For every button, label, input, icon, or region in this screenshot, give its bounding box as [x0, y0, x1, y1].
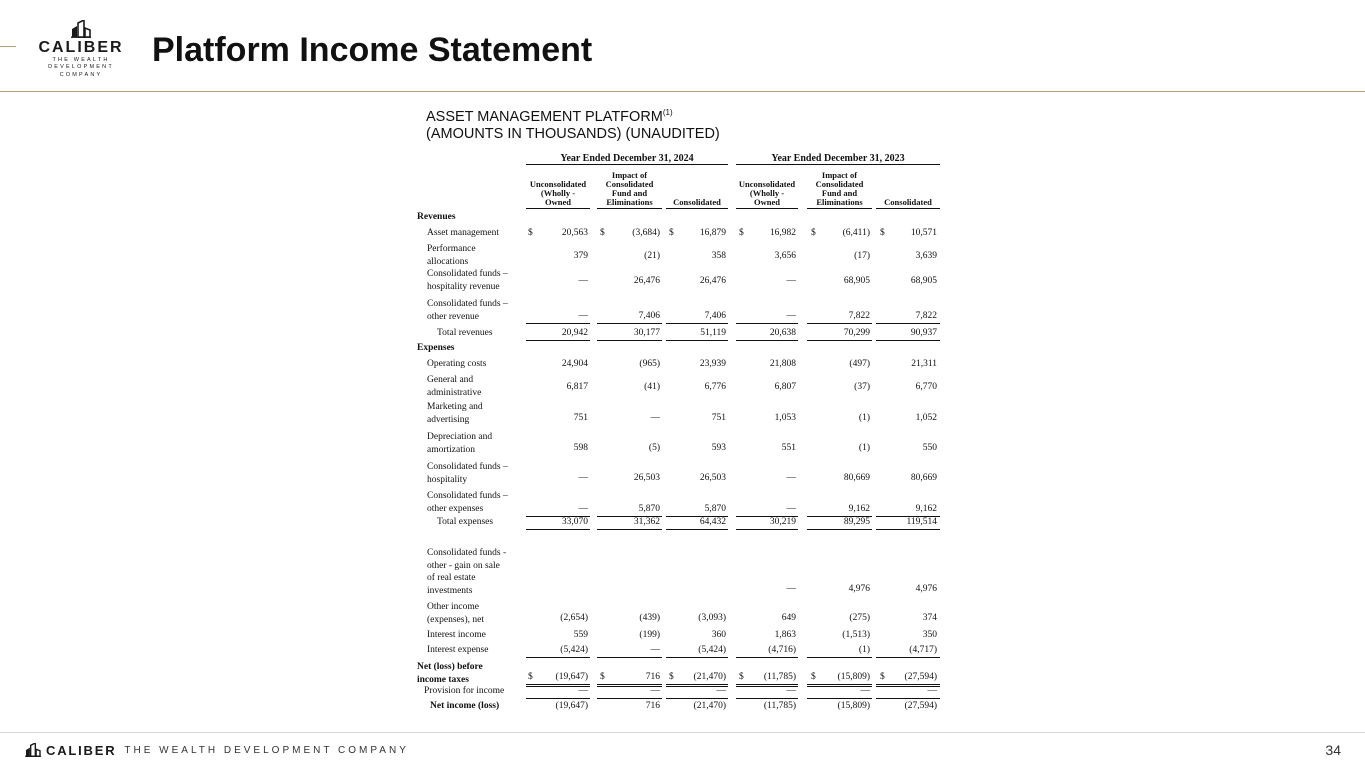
currency-symbol: $: [811, 672, 816, 682]
column-header-line: Consolidated: [884, 197, 932, 207]
page-number: 34: [1325, 742, 1341, 758]
cell-value: 593: [711, 443, 726, 453]
row-label: [427, 401, 483, 426]
total-underline: [736, 529, 798, 530]
cell-value: (5): [648, 443, 660, 453]
cell-value: —: [786, 686, 796, 696]
column-header-line: Unconsolidated: [738, 179, 796, 189]
row-label-line: Total expenses: [437, 517, 494, 527]
row-label-line: Consolidated funds –: [427, 462, 508, 472]
footer-tagline: THE WEALTH DEVELOPMENT COMPANY: [124, 744, 409, 756]
cell-value: (3,684): [632, 228, 660, 238]
cell-value: 30,219: [769, 517, 796, 527]
cell-value: 5,870: [638, 504, 660, 514]
column-header-line: Impact of: [611, 170, 648, 180]
column-header-line: Consolidated: [605, 179, 654, 189]
total-underline: [597, 698, 662, 699]
row-label-line: Asset management: [427, 228, 500, 238]
cell-value: (965): [639, 359, 660, 369]
currency-symbol: $: [528, 672, 533, 682]
total-underline: [666, 323, 728, 324]
cell-value: 70,299: [843, 328, 870, 338]
currency-symbol: $: [600, 672, 605, 682]
cell-value: (11,785): [763, 701, 796, 711]
column-header-line: Owned: [545, 197, 571, 207]
row-label: [427, 645, 488, 656]
cell-value: 7,822: [915, 311, 937, 321]
cell-value: (15,809): [837, 701, 870, 711]
cell-value: (4,716): [768, 645, 796, 655]
row-label: [427, 268, 508, 293]
cell-value: 26,503: [633, 473, 660, 483]
row-label-line: investments: [427, 585, 473, 596]
cell-value: 23,939: [699, 359, 726, 369]
column-header-line: (Wholly -: [540, 188, 576, 198]
total-underline: [736, 323, 798, 324]
total-underline: [807, 323, 872, 324]
cell-value: —: [650, 645, 660, 655]
total-underline: [597, 529, 662, 530]
cell-value: (21): [644, 251, 660, 261]
cell-value: 89,295: [843, 517, 870, 527]
cell-value: 68,905: [910, 276, 937, 286]
currency-symbol: $: [669, 228, 674, 238]
row-label-line: of real estate: [427, 573, 476, 583]
total-underline: [876, 529, 940, 530]
row-label-line: hospitality: [427, 474, 468, 485]
row-label: [417, 661, 483, 686]
row-label: [427, 228, 499, 239]
cell-value: —: [650, 413, 660, 423]
cell-value: 751: [711, 413, 726, 423]
row-label: [424, 686, 504, 697]
cell-value: (11,785): [763, 672, 796, 682]
column-header-line: Impact of: [821, 170, 858, 180]
row-label: [427, 243, 476, 268]
cell-value: 51,119: [700, 328, 726, 338]
cell-value: 350: [922, 630, 937, 640]
cell-value: (439): [639, 613, 660, 623]
cell-value: 26,476: [699, 276, 726, 286]
row-label: [427, 359, 486, 370]
currency-symbol: $: [669, 672, 674, 682]
row-label-line: Net income (loss): [430, 701, 500, 711]
cell-value: 21,311: [911, 359, 937, 369]
column-header-line: Unconsolidated: [529, 179, 587, 189]
row-label-line: allocations: [427, 256, 469, 267]
total-underline: [807, 340, 872, 341]
row-label-line: Marketing and: [427, 402, 483, 412]
column-header: [666, 198, 728, 207]
column-header-line: Fund and: [821, 188, 858, 198]
column-header: [526, 180, 590, 207]
cell-value: 26,503: [699, 473, 726, 483]
row-label-line: Interest income: [427, 630, 486, 640]
cell-value: 21,808: [769, 359, 796, 369]
total-underline: [666, 657, 728, 658]
row-label-line: administrative: [427, 387, 482, 398]
column-header: [807, 171, 872, 207]
total-underline: [526, 529, 590, 530]
total-underline: [807, 657, 872, 658]
cell-value: (37): [854, 382, 870, 392]
footer-wordmark: CALIBER: [46, 742, 117, 758]
cell-value: 374: [922, 613, 937, 623]
total-underline: [876, 698, 940, 699]
cell-value: 379: [573, 251, 588, 261]
total-underline: [876, 340, 940, 341]
row-label-line: Consolidated funds -: [427, 548, 507, 558]
cell-value: —: [578, 311, 588, 321]
row-label: [427, 630, 486, 641]
cell-value: 4,976: [848, 584, 870, 594]
total-underline: [526, 698, 590, 699]
currency-symbol: $: [880, 672, 885, 682]
cell-value: 90,937: [910, 328, 937, 338]
cell-value: (21,470): [693, 701, 726, 711]
column-header-line: Consolidated: [815, 179, 864, 189]
column-header-rule: [666, 208, 728, 209]
cell-value: 26,476: [633, 276, 660, 286]
total-underline: [666, 340, 728, 341]
cell-value: (19,647): [555, 701, 588, 711]
cell-value: 1,052: [915, 413, 937, 423]
total-underline: [526, 340, 590, 341]
cell-value: —: [860, 686, 870, 696]
cell-value: (4,717): [909, 645, 937, 655]
cell-value: (497): [849, 359, 870, 369]
cell-value: (199): [639, 630, 660, 640]
cell-value: 3,639: [915, 251, 937, 261]
row-label-line: amortization: [427, 444, 476, 455]
total-underline: [597, 657, 662, 658]
logo-tagline-2: COMPANY: [59, 72, 103, 78]
cell-value: 16,879: [699, 228, 726, 238]
column-header-rule: [526, 208, 590, 209]
total-underline: [526, 657, 590, 658]
cell-value: (15,809): [837, 672, 870, 682]
cell-value: —: [786, 311, 796, 321]
cell-value: 64,432: [699, 517, 726, 527]
row-label-line: Other income: [427, 602, 479, 612]
cell-value: —: [650, 686, 660, 696]
cell-value: (27,594): [904, 672, 937, 682]
cell-value: (1): [858, 443, 870, 453]
column-header: [876, 198, 940, 207]
currency-symbol: $: [739, 672, 744, 682]
column-header-rule: [876, 208, 940, 209]
cell-value: 360: [711, 630, 726, 640]
row-label-line: Performance: [427, 244, 476, 254]
column-header-line: Eliminations: [816, 197, 863, 207]
total-underline: [597, 684, 662, 685]
cell-value: 649: [781, 613, 796, 623]
cell-value: (5,424): [560, 645, 588, 655]
total-underline: [876, 323, 940, 324]
cell-value: 4,976: [915, 584, 937, 594]
row-label-line: hospitality revenue: [427, 281, 500, 292]
cell-value: 751: [573, 413, 588, 423]
currency-symbol: $: [528, 228, 533, 238]
total-underline: [736, 684, 798, 685]
row-label: [427, 298, 508, 323]
total-underline: [736, 340, 798, 341]
cell-value: —: [786, 473, 796, 483]
cell-value: 550: [922, 443, 937, 453]
row-label: [427, 431, 492, 456]
cell-value: 80,669: [910, 473, 937, 483]
row-label: [437, 328, 493, 339]
cell-value: 80,669: [843, 473, 870, 483]
column-header-line: Owned: [754, 197, 780, 207]
row-label: [427, 490, 508, 515]
cell-value: —: [927, 686, 937, 696]
cell-value: 9,162: [915, 504, 937, 514]
cell-value: 716: [645, 672, 660, 682]
cell-value: 716: [645, 701, 660, 711]
total-underline: [807, 698, 872, 699]
cell-value: (1,513): [842, 630, 870, 640]
row-label-line: Total revenues: [437, 328, 493, 338]
cell-value: 1,863: [774, 630, 796, 640]
total-underline: [736, 698, 798, 699]
cell-value: 16,982: [769, 228, 796, 238]
row-label: [427, 374, 481, 399]
subtitle-text: ASSET MANAGEMENT PLATFORM: [426, 109, 663, 125]
row-label-line: Consolidated funds –: [427, 269, 508, 279]
column-header: [597, 171, 662, 207]
currency-symbol: $: [811, 228, 816, 238]
cell-value: 6,770: [915, 382, 937, 392]
cell-value: (1): [858, 645, 870, 655]
cell-value: 358: [711, 251, 726, 261]
row-label-line: income taxes: [417, 674, 469, 685]
cell-value: 6,776: [704, 382, 726, 392]
total-underline: [526, 684, 590, 685]
currency-symbol: $: [739, 228, 744, 238]
cell-value: (17): [854, 251, 870, 261]
cell-value: 7,406: [704, 311, 726, 321]
page-title: Platform Income Statement: [152, 31, 593, 69]
column-header-line: Eliminations: [606, 197, 653, 207]
cell-value: 119,514: [906, 517, 937, 527]
cell-value: 68,905: [843, 276, 870, 286]
cell-value: 30,177: [633, 328, 660, 338]
total-underline: [597, 340, 662, 341]
row-label: [427, 547, 506, 597]
cell-value: (6,411): [842, 228, 870, 238]
cell-value: 1,053: [774, 413, 796, 423]
row-label-line: Provision for income: [424, 686, 505, 696]
column-header: [736, 180, 798, 207]
cell-value: (5,424): [698, 645, 726, 655]
footer-brand: [24, 742, 409, 758]
cell-value: (2,654): [560, 613, 588, 623]
cell-value: 9,162: [848, 504, 870, 514]
column-header-rule: [597, 208, 662, 209]
row-label-line: Operating costs: [427, 359, 487, 369]
cell-value: 5,870: [704, 504, 726, 514]
cell-value: 20,942: [561, 328, 588, 338]
currency-symbol: $: [880, 228, 885, 238]
section-expenses: Expenses: [417, 343, 455, 353]
cell-value: 33,070: [561, 517, 588, 527]
total-underline: [876, 684, 940, 685]
cell-value: —: [786, 584, 796, 594]
row-label-line: other - gain on sale: [427, 560, 500, 571]
cell-value: 6,817: [566, 382, 588, 392]
row-label-line: Consolidated funds –: [427, 491, 508, 501]
cell-value: (275): [849, 613, 870, 623]
cell-value: 24,904: [561, 359, 588, 369]
cell-value: —: [578, 473, 588, 483]
footer-rule: [0, 732, 1365, 733]
cell-value: (27,594): [904, 701, 937, 711]
row-label-line: Interest expense: [427, 645, 489, 655]
row-label-line: other expenses: [427, 503, 484, 514]
column-header-line: Consolidated: [673, 197, 721, 207]
year-header-rule: [526, 164, 728, 165]
cell-value: —: [578, 686, 588, 696]
total-underline: [526, 323, 590, 324]
footnote-marker: (1): [662, 108, 673, 117]
logo-tagline: THE WEALTH DEVELOPMENT: [48, 57, 114, 70]
total-underline: [807, 529, 872, 530]
caliber-building-icon: [24, 743, 42, 757]
cell-value: 598: [573, 443, 588, 453]
cell-value: 559: [573, 630, 588, 640]
logo-wordmark: CALIBER: [38, 39, 124, 56]
cell-value: (1): [858, 413, 870, 423]
year-header-2023: Year Ended December 31, 2023: [771, 153, 905, 164]
cell-value: 3,656: [774, 251, 796, 261]
total-underline: [666, 684, 728, 685]
cell-value: 20,638: [769, 328, 796, 338]
total-underline: [597, 323, 662, 324]
cell-value: 551: [781, 443, 796, 453]
row-label: [437, 517, 493, 528]
cell-value: (21,470): [693, 672, 726, 682]
row-label-line: other revenue: [427, 311, 479, 322]
cell-value: 7,406: [638, 311, 660, 321]
column-header-line: (Wholly -: [749, 188, 785, 198]
cell-value: 7,822: [848, 311, 870, 321]
cell-value: 10,571: [910, 228, 937, 238]
row-label: [427, 461, 508, 486]
cell-value: —: [578, 504, 588, 514]
cell-value: (3,093): [698, 613, 726, 623]
row-label-line: Net (loss) before: [417, 662, 483, 672]
row-label-line: Depreciation and: [427, 432, 493, 442]
currency-symbol: $: [600, 228, 605, 238]
cell-value: —: [716, 686, 726, 696]
row-label: [427, 601, 484, 626]
row-label-line: General and: [427, 375, 474, 385]
year-header-2024: Year Ended December 31, 2024: [560, 153, 694, 164]
row-label-line: advertising: [427, 414, 470, 425]
row-label: [430, 701, 499, 712]
section-revenues: Revenues: [417, 212, 456, 222]
total-underline: [666, 698, 728, 699]
total-underline: [876, 657, 940, 658]
total-underline: [666, 529, 728, 530]
column-header-rule: [736, 208, 798, 209]
row-label-line: Consolidated funds –: [427, 299, 508, 309]
total-underline: [736, 657, 798, 658]
row-label-line: (expenses), net: [427, 614, 484, 625]
cell-value: 6,807: [774, 382, 796, 392]
column-header-rule: [807, 208, 872, 209]
year-header-rule: [736, 164, 940, 165]
cell-value: 31,362: [633, 517, 660, 527]
cell-value: 20,563: [561, 228, 588, 238]
cell-value: (19,647): [555, 672, 588, 682]
cell-value: —: [578, 276, 588, 286]
total-underline: [807, 684, 872, 685]
cell-value: (41): [644, 382, 660, 392]
cell-value: —: [786, 504, 796, 514]
statement-units-note: (AMOUNTS IN THOUSANDS) (UNAUDITED): [426, 126, 720, 142]
column-header-line: Fund and: [611, 188, 648, 198]
cell-value: —: [786, 276, 796, 286]
